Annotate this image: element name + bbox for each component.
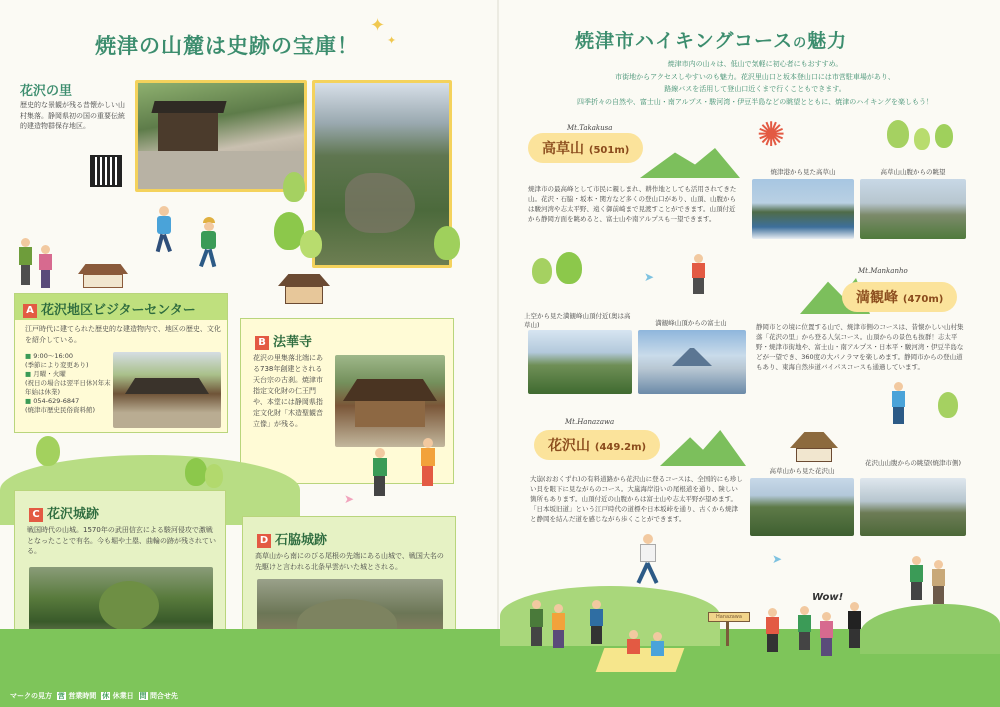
card-a-header [15, 294, 227, 320]
hiker-figure-icon [796, 606, 814, 652]
legend-bar [10, 691, 178, 701]
contact-mark-icon: 問 [139, 692, 147, 700]
right-title-end: 魅力 [807, 30, 848, 52]
hiker-figure-icon [690, 254, 708, 296]
takakusa-text: 焼津市の最高峰として市民に親しまれ、耕作地としても活用されてきた山。花沢・石脇・坂本・関方など多くの登山口があり、山頂、山腹からは駿河湾や志太平野、遠く御前崎まで見渡すことができます。山頂付近から静岡方面を眺めると、富士山や南アルプスも一望できます。 [528, 185, 737, 223]
hiker-figure-icon [197, 217, 221, 269]
tree-icon [185, 458, 207, 486]
mankanho-photo1 [528, 330, 632, 394]
sparkle-icon: ✦ [387, 34, 397, 47]
takakusa-name: 高草山 [542, 141, 584, 157]
hours-mark-icon: 営 [57, 692, 65, 700]
signpost-board: Hanazawa [708, 612, 750, 622]
hiker-figure-icon [528, 600, 546, 648]
mankanho-photo2-caption: 満観峰山頂からの富士山 [655, 319, 727, 327]
walker-figure-icon [18, 238, 34, 288]
hanazawa-photo1 [750, 478, 854, 536]
card-a-title: 花沢地区ビジターセンター [41, 303, 196, 318]
wow-text: Wow! [812, 592, 844, 603]
hiker-figure-icon [588, 600, 606, 646]
takakusa-photo1 [752, 179, 854, 239]
takakusa-height: (501m) [588, 145, 630, 156]
hanazawa-photo1-caption: 高草山から見た花沢山 [769, 467, 835, 475]
hanazawa-text: 大崩(おおくずれ)の有料道路から花沢山に登るコースは、全国的にも珍しい貝を眼下に見ながらのコース。大嵐海岸沿いの尾根道を通り、険しい箇所もあります。山頂付近の山腹からは富士山や志太平野が望めます。「日本坂旧道」という江戸時代の道標や日本坂峠を通り、古くから焼津と静岡を結んだ道を感じながら歩くことができます。 [530, 475, 743, 523]
tree-icon [935, 124, 953, 148]
tree-icon [300, 230, 322, 258]
tree-icon [938, 392, 958, 418]
card-a-closed: 月曜・火曜 [33, 370, 66, 378]
hiker-figure-icon [846, 602, 864, 650]
card-d-text: 高草山から南にのびる尾根の先端にある山城で、戦国大名の先駆けと言われる北条早雲がいた城とされる。 [255, 552, 444, 571]
hiker-figure-icon [636, 534, 660, 588]
hiker-figure-icon [550, 604, 568, 650]
tree-icon [205, 464, 223, 488]
card-c-text: 戦国時代の山城。1570年の武田信玄による駿河侵攻で激戦となったことで有名。今も堀や土塁、曲輪の跡が残されている。 [27, 526, 216, 555]
bird-icon: ➤ [644, 270, 655, 284]
legend-label: マークの見方 [10, 692, 52, 700]
takakusa-photo2 [860, 179, 966, 239]
hanazawa-photo2 [860, 478, 966, 536]
village-aerial-photo [312, 80, 452, 268]
card-a-tel: 054-629-6847 [33, 397, 80, 405]
right-title-main: 焼津市ハイキングコース [575, 30, 794, 52]
hanazawa-village-text: 歴史的な景観が残る昔懐かしい山村集落。静岡県初の国の重要伝統的建造物群保存地区。 [20, 101, 125, 130]
hanazawa-name: 花沢山 [548, 438, 590, 454]
hiker-figure-icon [370, 448, 390, 498]
hiker-figure-icon [818, 612, 836, 658]
mankanho-en-label: Mt.Mankanho [858, 267, 908, 275]
card-c-header [29, 503, 99, 522]
sparkle-icon: ✦ [370, 15, 386, 36]
badge-c: C [29, 508, 43, 522]
bird-icon: ➤ [344, 492, 355, 506]
takakusa-en-label: Mt.Takakusa [567, 124, 613, 132]
hiker-figure-icon [890, 382, 908, 426]
card-c-hanazawa-castle [14, 490, 226, 652]
card-c-title: 花沢城跡 [47, 507, 100, 522]
qr-code-icon[interactable] [90, 155, 122, 187]
card-b-text: 花沢の里集落北端にある738年創建とされる天台宗の古刹。焼津市指定文化財の仁王門や、本堂には静岡県指定文化財「木造聖観音立像」が残る。 [253, 354, 323, 428]
hanazawa-height: (449.2m) [594, 442, 647, 453]
card-a-visitor-center [14, 293, 228, 433]
card-d-header [257, 529, 327, 548]
card-a-closed-note: (祝日の場合は翌平日休)(年末年始は休業) [25, 379, 111, 396]
mankanho-height: (470m) [902, 294, 944, 305]
tree-icon [556, 252, 582, 284]
card-a-text: 江戸時代に建てられた歴史的な建造物内で、地区の歴史、文化を紹介している。 [25, 325, 221, 344]
clock-icon: ■ [25, 352, 32, 360]
badge-b: B [255, 336, 269, 350]
intro-line: 市街地からアクセスしやすいのも魅力。花沢里山口と坂本登山口には市営駐車場があり、 [615, 72, 895, 81]
mountain-shape [640, 148, 740, 178]
intro-line: 焼津市内の山々は、低山で気軽に初心者にもおすすめ。 [667, 60, 843, 68]
card-d-title: 石脇城跡 [275, 533, 328, 548]
right-title-particle: の [793, 36, 808, 51]
sitting-person-icon [650, 632, 666, 662]
thatched-house-icon [790, 432, 838, 462]
right-page-title [575, 26, 847, 53]
legend-closed: 休業日 [112, 692, 134, 700]
hiker-figure-icon [930, 560, 948, 606]
tree-icon [434, 226, 460, 260]
intro-line: 四季折々の自然や、富士山・南アルプス・駿河湾・伊豆半島などの眺望とともに、焼津のハイキングを楽しもう！ [576, 97, 934, 106]
hiker-figure-icon [764, 608, 782, 654]
hill-shape [860, 604, 1000, 654]
mankanho-photo1-caption: 上空から見た満観峰山頂付近(奥は高草山) [524, 312, 631, 329]
takakusa-photo2-caption: 高草山山腹からの眺望 [880, 168, 946, 176]
walker-figure-icon [38, 245, 54, 290]
tree-icon [887, 120, 909, 148]
hanazawa-village-heading: 花沢の里 [20, 84, 73, 99]
hanazawa-photo2-caption: 花沢山山腹からの眺望(焼津市側) [864, 459, 962, 467]
badge-a: A [23, 304, 37, 318]
takakusa-photo1-caption: 焼津港から見た高草山 [770, 168, 836, 176]
mankanho-name: 満観峰 [856, 290, 898, 306]
tree-icon [36, 436, 60, 466]
legend-hours: 営業時間 [68, 692, 97, 700]
left-page-title: 焼津の山麓は史跡の宝庫！ [95, 34, 359, 58]
bird-icon: ➤ [772, 552, 783, 566]
tree-icon [283, 172, 305, 202]
hiker-figure-icon [418, 438, 438, 490]
closed-icon: ■ [25, 370, 32, 378]
page-divider [497, 0, 499, 707]
hanazawa-en-label: Mt.Hanazawa [565, 418, 615, 426]
card-a-hours: 9:00〜16:00 [33, 352, 74, 360]
tree-icon [532, 258, 552, 284]
takakusa-title [528, 133, 643, 163]
mankanho-text: 静岡市との境に位置する山で、焼津市側のコースは、昔懐かしい山村集落「花沢の里」から登る人気コース。山頂からの景色も抜群！志太平野・焼津市街地や、富士山・南アルプス・日本平・駿河湾・伊豆半島などが一望でき、360度の大パノラマを楽しめます。静岡市からの登山道もあり、東海自然歩道バイパスコースも通過しています。 [756, 323, 964, 371]
temple-icon [278, 274, 330, 304]
badge-d: D [257, 534, 271, 548]
village-street-photo [135, 80, 307, 192]
mankanho-title [842, 282, 957, 312]
card-a-tel-note: (焼津市歴史民俗資料館) [25, 406, 96, 414]
card-a-hours-note: (季節により変更あり) [25, 361, 89, 369]
sun-icon: ✺ [757, 115, 786, 155]
card-a-info [25, 352, 115, 415]
card-b-title: 法華寺 [273, 335, 313, 350]
hanazawa-title [534, 430, 660, 460]
phone-icon: ■ [25, 397, 32, 405]
mountain-shape [660, 430, 746, 466]
legend-contact: 問合せ先 [149, 692, 178, 700]
sitting-person-icon [626, 630, 642, 660]
hiker-figure-icon [908, 556, 926, 602]
old-house-icon [78, 264, 128, 288]
hiker-figure-icon [153, 206, 175, 256]
hokkeji-temple-photo [335, 355, 445, 447]
closed-mark-icon: 休 [102, 692, 110, 700]
intro-paragraph [540, 58, 970, 108]
mankanho-photo2 [638, 330, 746, 394]
tree-icon [914, 128, 930, 150]
visitor-center-photo [113, 352, 221, 428]
card-b-header [255, 331, 312, 350]
intro-line: 路線バスを活用して登山口近くまで行くこともできます。 [664, 85, 846, 93]
